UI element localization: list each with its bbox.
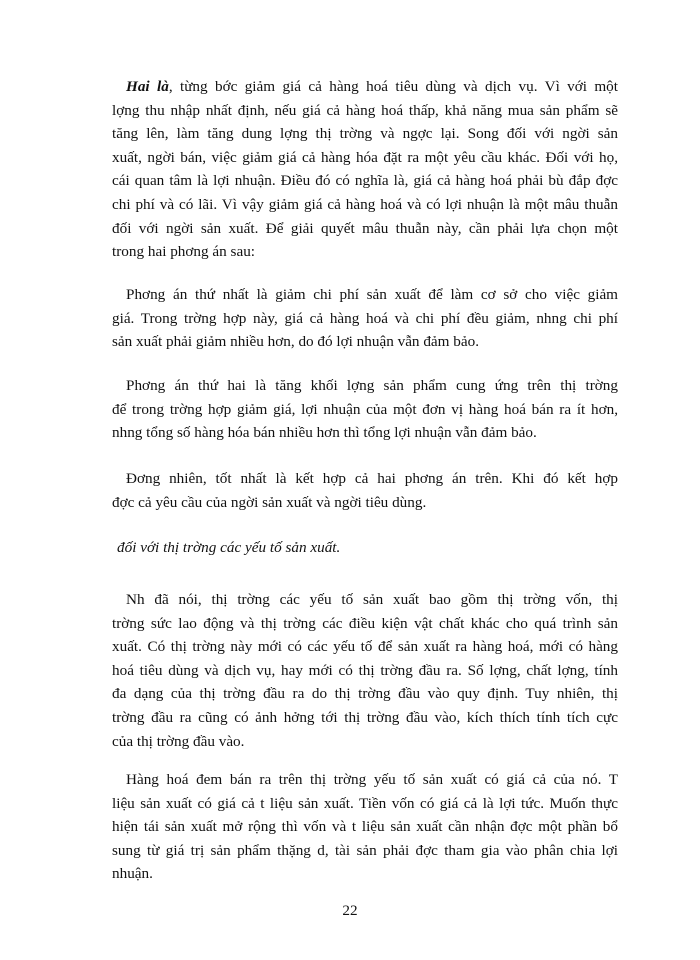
paragraph-line: Hai là, từng bớc giảm giá cả hàng hoá tiêu dùng và dịch vụ. Vì với một — [126, 78, 618, 95]
paragraph-line: trờng đầu ra cũng có ảnh hởng tới thị trờng đầu vào, kích thích tính tích cực — [112, 708, 618, 726]
paragraph-line: để trong trờng hợp giảm giá, lợi nhuận của một đơn vị hàng hoá bán ra ít hơn, — [112, 400, 618, 418]
paragraph-line: đối với ngời sản xuất. Để giải quyết mâu thuẫn này, cần phải lựa chọn một — [112, 219, 618, 237]
paragraph-factor-prices — [112, 768, 618, 886]
paragraph-lead: Hai là — [126, 78, 169, 95]
paragraph-line: trong hai phơng án sau: — [112, 243, 256, 261]
paragraph-line: Phơng án thứ hai là tăng khối lợng sản phẩm cung ứng trên thị trờng — [126, 377, 618, 394]
paragraph-line: tăng lên, làm tăng dung lợng thị trờng và ngợc lại. Song đối với ngời sản — [112, 125, 618, 143]
paragraph-line: hoá tiêu dùng và dịch vụ, hay mới có thị trờng đầu ra. Số lợng, chất lợng, tính — [112, 661, 618, 679]
paragraph-line: Hàng hoá đem bán ra trên thị trờng yếu tố sản xuất có giá cả của nó. T — [126, 771, 618, 788]
paragraph-factor-markets — [112, 588, 618, 753]
paragraph-line: sản xuất phải giảm nhiều hơn, do đó lợi nhuận vẫn đảm bảo. — [112, 333, 479, 351]
paragraph-line: sung từ giá trị sản phẩm thặng d, tài sản phải đợc tham gia vào phân chia lợi — [112, 841, 618, 859]
paragraph-line: giá. Trong trờng hợp này, giá cả hàng hoá và chi phí đều giảm, nhng chi phí — [112, 309, 618, 327]
paragraph-line: lợng thu nhập nhất định, nếu giá cả hàng hoá thấp, khả năng mua sản phẩm sẽ — [112, 101, 618, 119]
paragraph-line: đa dạng của thị trờng đầu ra do thị trờng đầu vào quy định. Tuy nhiên, thị — [112, 685, 618, 703]
paragraph-line: liệu sản xuất có giá cả t liệu sản xuất. Tiền vốn có giá cả là lợi tức. Muốn thực — [112, 794, 618, 812]
paragraph-line: Phơng án thứ nhất là giảm chi phí sản xuất để làm cơ sở cho việc giảm — [126, 286, 618, 303]
paragraph-line: xuất, ngời bán, việc giảm giá cả hàng hóa đặt ra một yêu cầu khác. Đối với họ, — [112, 148, 618, 166]
paragraph-option-two — [112, 374, 618, 445]
paragraph-line: hiện tái sản xuất mở rộng thì vốn và t liệu sản xuất cần nhận đợc một phần bổ — [112, 818, 618, 836]
paragraph-option-one — [112, 283, 618, 354]
paragraph-conclusion — [112, 467, 618, 514]
paragraph-line: Nh đã nói, thị trờng các yếu tố sản xuất bao gồm thị trờng vốn, thị — [126, 591, 618, 608]
section-heading: đối với thị trờng các yếu tố sản xuất. — [117, 539, 341, 556]
page-number: 22 — [342, 902, 358, 919]
paragraph-hai-la — [112, 75, 618, 264]
paragraph-line: Đơng nhiên, tốt nhất là kết hợp cả hai phơng án trên. Khi đó kết hợp — [126, 470, 618, 487]
paragraph-line: của thị trờng đầu vào. — [112, 732, 245, 750]
paragraph-line: đợc cả yêu cầu của ngời sản xuất và ngời tiêu dùng. — [112, 493, 427, 511]
paragraph-line: nhuận. — [112, 865, 153, 883]
paragraph-line: chi phí và có lãi. Vì vậy giảm giá cả hàng hoá và có lợi nhuận là một mâu thuẫn — [112, 195, 618, 213]
paragraph-line: xuất. Có thị trờng này mới có các yếu tố để sản xuất ra hàng hoá, mới có hàng — [112, 638, 618, 656]
paragraph-line: nhng tổng số hàng hóa bán nhiều hơn thì tổng lợi nhuận vẫn đảm bảo. — [112, 424, 537, 442]
paragraph-line: cái quan tâm là lợi nhuận. Điều đó có nghĩa là, giá cả hàng hoá phải bù đắp đợc — [112, 172, 618, 190]
paragraph-line: trờng sức lao động và thị trờng các điều kiện vật chất khác cho quá trình sản — [112, 614, 618, 632]
